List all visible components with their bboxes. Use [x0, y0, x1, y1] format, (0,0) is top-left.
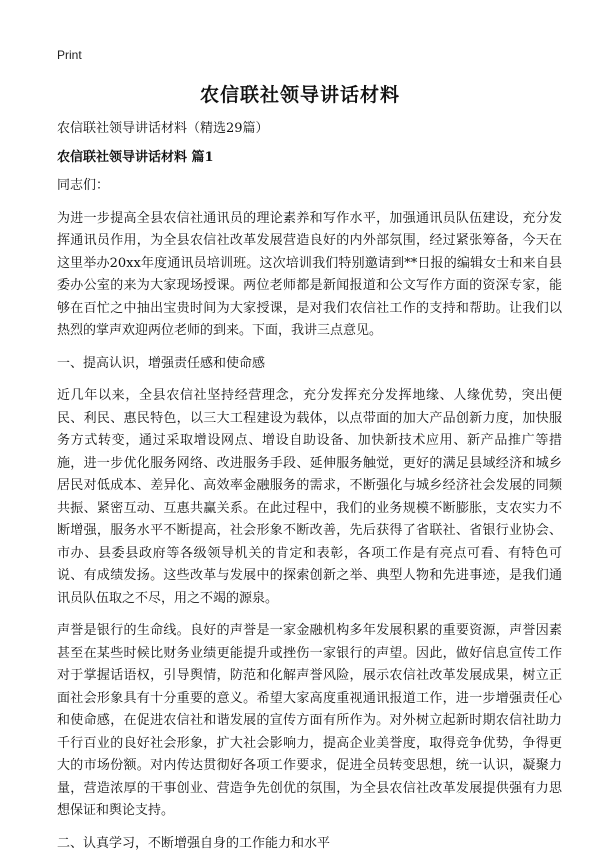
- heading-one: 一、提高认识，增强责任感和使命感: [57, 355, 266, 371]
- paragraph-intro: 为进一步提高全县农信社通讯员的理论素养和写作水平，加强通讯员队伍建设，充分发挥通讯员作用，为全县农信社改革发展营造良好的内外部氛围，经过紧张筹备，今天在这里举办20xx年度通讯员培训班。这次培训我们特别邀请到**日报的编辑女士和来自县委办公室的来为大家现场授课。两位老师都是新闻报道和公文写作方面的资深专家，能够在百忙之中抽出宝贵时间为大家授课，是对我们农信社工作的支持和帮助。让我们以热烈的掌声欢迎两位老师的到来。下面，我讲三点意见。: [57, 210, 562, 338]
- print-label: Print: [57, 48, 82, 62]
- greeting: 同志们：: [57, 178, 110, 193]
- document-subtitle: 农信联社领导讲话材料（精选29篇）: [57, 121, 269, 136]
- paragraph-reputation: 声誉是银行的生命线。良好的声誉是一家金融机构多年发展积累的重要资源，声誉因素甚至在某些时候比财务业绩更能提升或挫伤一家银行的声望。因此，做好信息宣传工作对于掌握话语权，引导舆情，防范和化解声誉风险，展示农信社改革发展成果，树立正面社会形象具有十分重要的意义。希望大家高度重视通讯报道工作，进一步增强责任心和使命感，在促进农信社和谐发展的宣传方面有所作为。对外树立起新时期农信社助力千行百业的良好社会形象，扩大社会影响力，提高企业美誉度，取得竞争优势，争得更大的市场份额。对内传达贯彻好各项工作要求，促进全员转变思想，统一认识，凝聚力量，营造浓厚的干事创业、营造争先创优的氛围，为全县农信社改革发展提供强有力思想保证和舆论支持。: [57, 623, 562, 818]
- heading-two: 二、认真学习，不断增强自身的工作能力和水平: [57, 835, 331, 851]
- document-title: 农信联社领导讲话材料: [199, 84, 400, 106]
- paragraph-achievements: 近几年以来，全县农信社坚持经营理念，充分发挥充分发挥地缘、人缘优势，突出便民、利民、惠民特色，以三大工程建设为载体，以点带面的加大产品创新力度，加快服务方式转变，通过采取增设网点、增设自助设备、加快新技术应用、新产品推广等措施，进一步优化服务网络、改进服务手段、延伸服务触觉，更好的满足县域经济和城乡居民对低成本、差异化、高效率金融服务的需求，不断强化与城乡经济社会发展的同频共振、紧密互动、互惠共赢关系。在此过程中，我们的业务规模不断膨胀，支农实力不断增强，服务水平不断提高，社会形象不断改善，先后获得了省联社、省银行业协会、市办、县委县政府等各级领导机关的肯定和表彰，各项工作是有亮点可看、有特色可说、有成绩发扬。这些改革与发展中的探索创新之举、典型人物和先进事迹，是我们通讯员队伍取之不尽，用之不竭的源泉。: [57, 388, 562, 606]
- document-body: [57, 118, 562, 865]
- section-title: 农信联社领导讲话材料 篇1: [57, 149, 214, 165]
